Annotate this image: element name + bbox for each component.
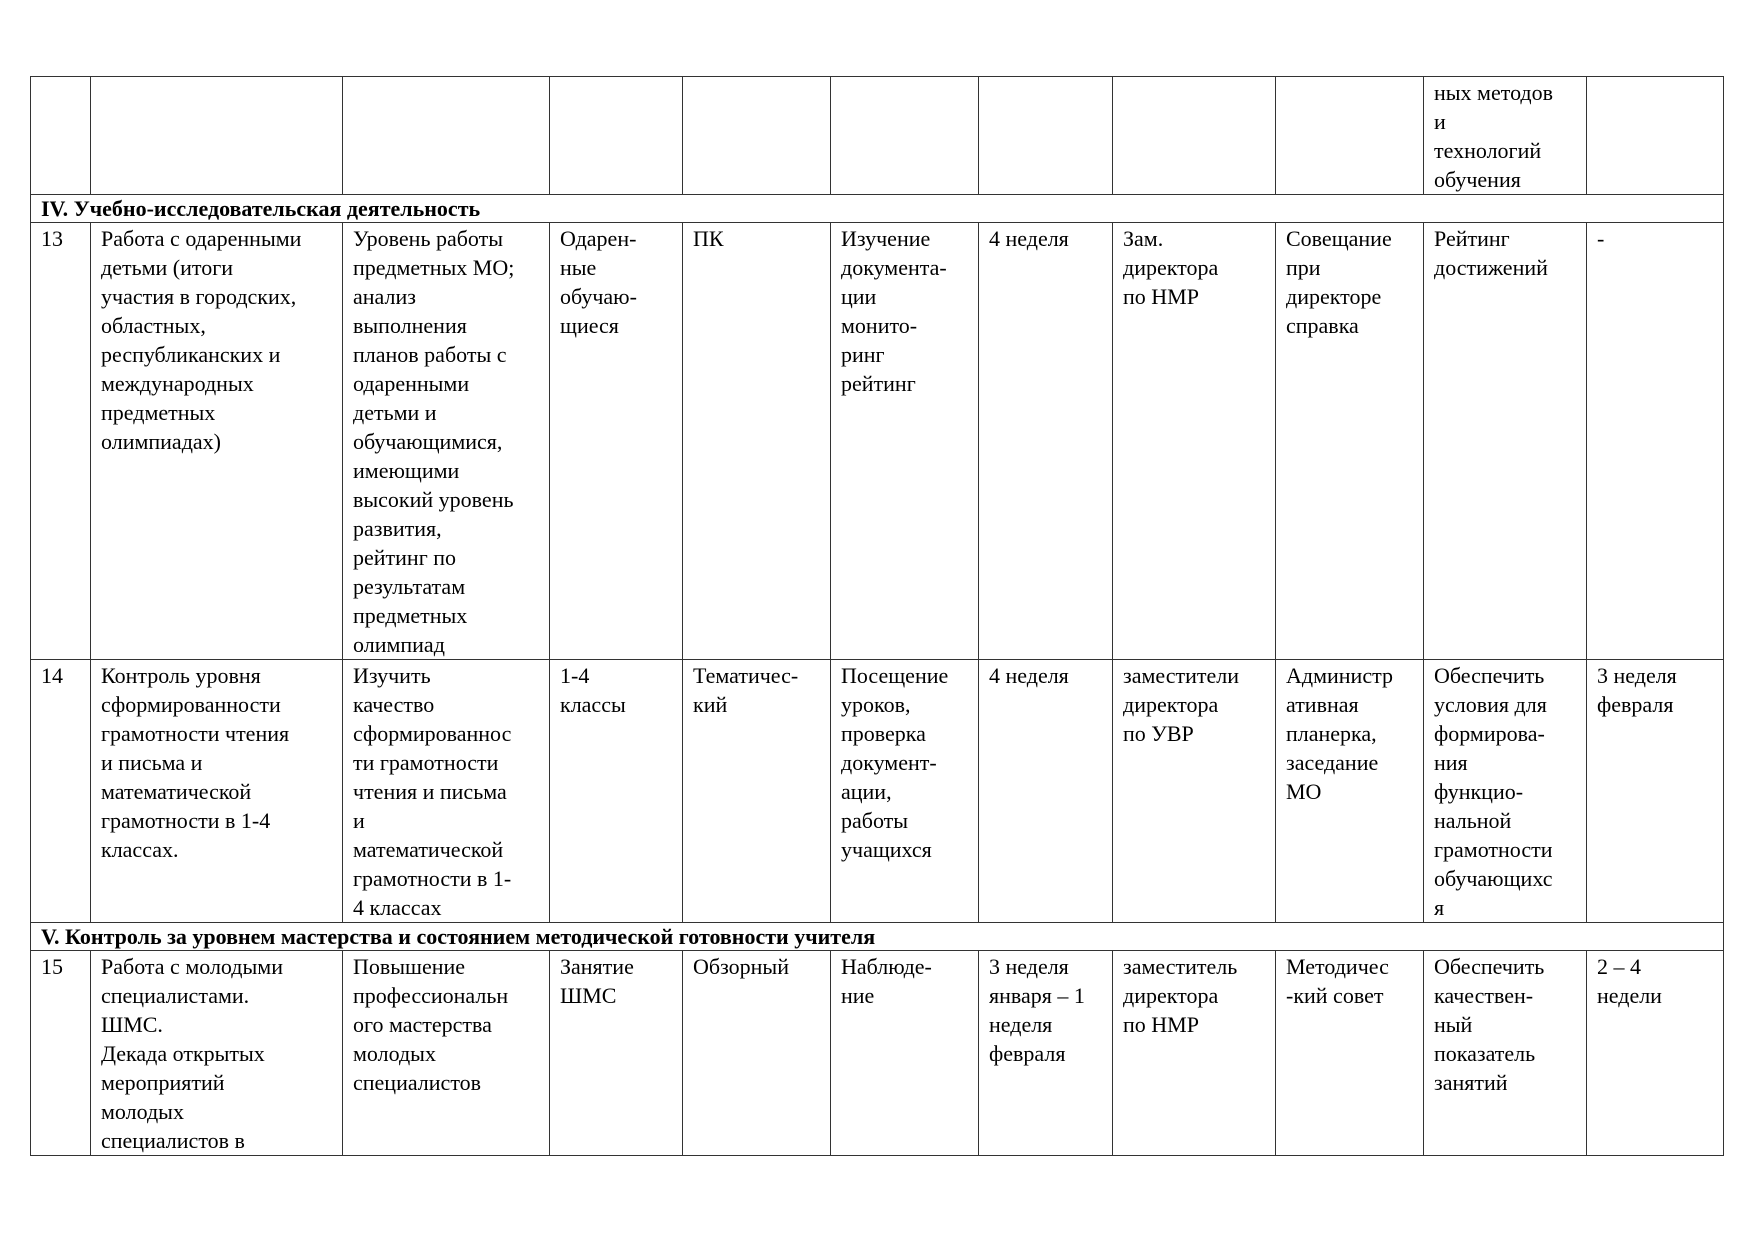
- table-cell: Методичес -кий совет: [1276, 951, 1424, 1156]
- table-cell: Обеспечить условия для формирова- ния функцио- нальной грамотности обучающихс я: [1424, 660, 1587, 923]
- row-number: 14: [31, 660, 91, 923]
- table-cell: Рейтинг достижений: [1424, 223, 1587, 660]
- table-cell: ных методов и технологий обучения: [1424, 77, 1587, 195]
- row-number: 13: [31, 223, 91, 660]
- section-heading-row: [31, 195, 1724, 223]
- table-cell: 1-4 классы: [550, 660, 683, 923]
- table-row: [31, 951, 1724, 1156]
- table-cell: Работа с молодыми специалистами. ШМС. Декада открытых мероприятий молодых специалистов в: [91, 951, 343, 1156]
- table-cell: Тематичес- кий: [683, 660, 831, 923]
- table-cell: Контроль уровня сформированности грамотности чтения и письма и математической грамотности в 1-4 классах.: [91, 660, 343, 923]
- table-cell: [831, 77, 979, 195]
- control-plan-table: [30, 76, 1724, 1156]
- table-cell: [1587, 77, 1724, 195]
- table-cell: Обзорный: [683, 951, 831, 1156]
- table-cell: Администр ативная планерка, заседание МО: [1276, 660, 1424, 923]
- table-row: [31, 77, 1724, 195]
- table-cell: Занятие ШМС: [550, 951, 683, 1156]
- section-heading: V. Контроль за уровнем мастерства и состоянием методической готовности учителя: [31, 923, 1724, 951]
- table-cell: 3 неделя февраля: [1587, 660, 1724, 923]
- table-cell: [979, 77, 1113, 195]
- table-cell: Наблюде- ние: [831, 951, 979, 1156]
- table-cell: Изучить качество сформированнос ти грамотности чтения и письма и математической грамотности в 1- 4 классах: [343, 660, 550, 923]
- table-cell: Зам. директора по НМР: [1113, 223, 1276, 660]
- table-cell: 2 – 4 недели: [1587, 951, 1724, 1156]
- section-heading: IV. Учебно-исследовательская деятельность: [31, 195, 1724, 223]
- table-cell: [1276, 77, 1424, 195]
- table-cell: Одарен- ные обучаю- щиеся: [550, 223, 683, 660]
- table-row: [31, 223, 1724, 660]
- table-cell: заместитель директора по НМР: [1113, 951, 1276, 1156]
- table-cell: 4 неделя: [979, 223, 1113, 660]
- table-cell: Совещание при директоре справка: [1276, 223, 1424, 660]
- table-cell: [683, 77, 831, 195]
- table-cell: Обеспечить качествен- ный показатель занятий: [1424, 951, 1587, 1156]
- table-cell: [550, 77, 683, 195]
- section-heading-row: [31, 923, 1724, 951]
- table-cell: [1113, 77, 1276, 195]
- table-cell: [91, 77, 343, 195]
- table-cell: [31, 77, 91, 195]
- table-cell: ПК: [683, 223, 831, 660]
- row-number: 15: [31, 951, 91, 1156]
- table-cell: 4 неделя: [979, 660, 1113, 923]
- table-cell: заместители директора по УВР: [1113, 660, 1276, 923]
- table-cell: Изучение документа- ции монито- ринг рейтинг: [831, 223, 979, 660]
- table-cell: -: [1587, 223, 1724, 660]
- table-row: [31, 660, 1724, 923]
- table-cell: Посещение уроков, проверка документ- ации, работы учащихся: [831, 660, 979, 923]
- table-cell: Работа с одаренными детьми (итоги участия в городских, областных, республиканских и международных предметных олимпиадах): [91, 223, 343, 660]
- table-cell: Повышение профессиональн ого мастерства молодых специалистов: [343, 951, 550, 1156]
- table-cell: Уровень работы предметных МО; анализ выполнения планов работы с одаренными детьми и обучающимися, имеющими высокий уровень развития, рейтинг по результатам предметных олимпиад: [343, 223, 550, 660]
- table-cell: [343, 77, 550, 195]
- table-cell: 3 неделя января – 1 неделя февраля: [979, 951, 1113, 1156]
